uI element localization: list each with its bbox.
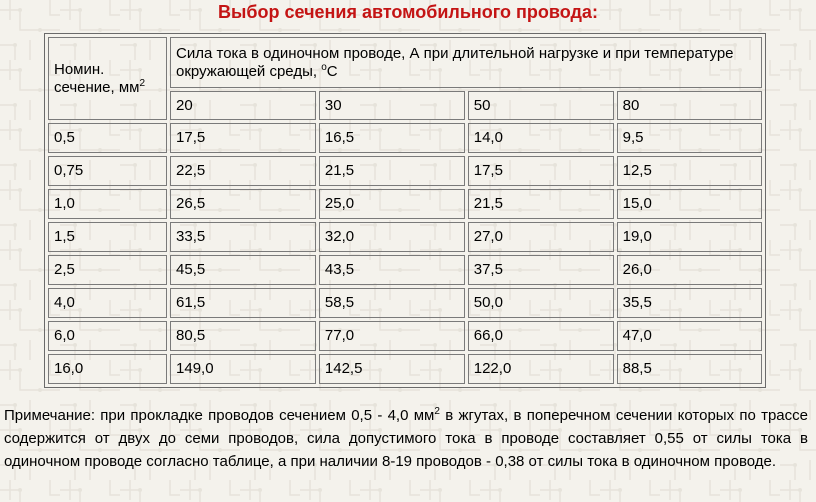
footnote [4, 404, 808, 473]
header-cell-section [48, 37, 167, 120]
current-cell: 43,5 [319, 255, 465, 285]
table-row [48, 123, 762, 153]
current-cell: 21,5 [468, 189, 614, 219]
current-cell: 26,5 [170, 189, 316, 219]
current-cell: 142,5 [319, 354, 465, 384]
footnote-sup: 2 [434, 406, 440, 417]
current-cell: 22,5 [170, 156, 316, 186]
section-cell: 16,0 [48, 354, 167, 384]
current-cell: 149,0 [170, 354, 316, 384]
table-row [48, 321, 762, 351]
current-cell: 21,5 [319, 156, 465, 186]
section-cell: 2,5 [48, 255, 167, 285]
current-cell: 32,0 [319, 222, 465, 252]
table-row [48, 255, 762, 285]
current-cell: 77,0 [319, 321, 465, 351]
section-cell: 0,5 [48, 123, 167, 153]
current-cell: 47,0 [617, 321, 762, 351]
table-row [48, 222, 762, 252]
current-cell: 17,5 [170, 123, 316, 153]
section-cell: 1,0 [48, 189, 167, 219]
current-cell: 14,0 [468, 123, 614, 153]
current-cell: 35,5 [617, 288, 762, 318]
footnote-text-start: Примечание: при прокладке проводов сечением 0,5 - 4,0 мм [4, 407, 435, 424]
table-header-row [48, 37, 762, 88]
current-cell: 25,0 [319, 189, 465, 219]
page-title: Выбор сечения автомобильного провода: [218, 2, 598, 22]
current-cell: 17,5 [468, 156, 614, 186]
footnote-text-end: в жгутах, в поперечном сечении которых по трассе содержится от двух до семи проводов, сила допустимого тока в проводе составляет 0,55 от силы тока в одиночном проводе согласно таблице, а при наличии 8-19 проводов - 0,38 от силы тока в одиночном проводе. [4, 407, 808, 470]
header-cell-current [170, 37, 762, 88]
current-cell: 58,5 [319, 288, 465, 318]
current-cell: 45,5 [170, 255, 316, 285]
temperature-header-cell: 80 [617, 91, 762, 120]
current-cell: 15,0 [617, 189, 762, 219]
header-current-label: Сила тока в одиночном проводе, А при длительной нагрузке и при температуре окружающей среды, [176, 44, 734, 80]
table-row [48, 189, 762, 219]
current-cell: 80,5 [170, 321, 316, 351]
table-row [48, 354, 762, 384]
section-cell: 0,75 [48, 156, 167, 186]
section-cell: 6,0 [48, 321, 167, 351]
current-cell: 122,0 [468, 354, 614, 384]
current-cell: 26,0 [617, 255, 762, 285]
current-cell: 50,0 [468, 288, 614, 318]
table-row [48, 288, 762, 318]
current-cell: 33,5 [170, 222, 316, 252]
current-cell: 16,5 [319, 123, 465, 153]
header-degree-sup: о [321, 61, 327, 73]
current-cell: 88,5 [617, 354, 762, 384]
header-unit: С [326, 62, 338, 80]
header-section-label: Номин. сечение, мм [54, 60, 140, 96]
temperature-header-cell: 20 [170, 91, 316, 120]
temperature-header-cell: 30 [319, 91, 465, 120]
current-cell: 27,0 [468, 222, 614, 252]
current-cell: 61,5 [170, 288, 316, 318]
current-cell: 37,5 [468, 255, 614, 285]
wire-section-table [44, 33, 766, 388]
header-section-sup: 2 [139, 77, 146, 89]
current-cell: 19,0 [617, 222, 762, 252]
current-cell: 66,0 [468, 321, 614, 351]
current-cell: 9,5 [617, 123, 762, 153]
section-cell: 1,5 [48, 222, 167, 252]
temperature-header-cell: 50 [468, 91, 614, 120]
section-cell: 4,0 [48, 288, 167, 318]
table-row [48, 156, 762, 186]
current-cell: 12,5 [617, 156, 762, 186]
